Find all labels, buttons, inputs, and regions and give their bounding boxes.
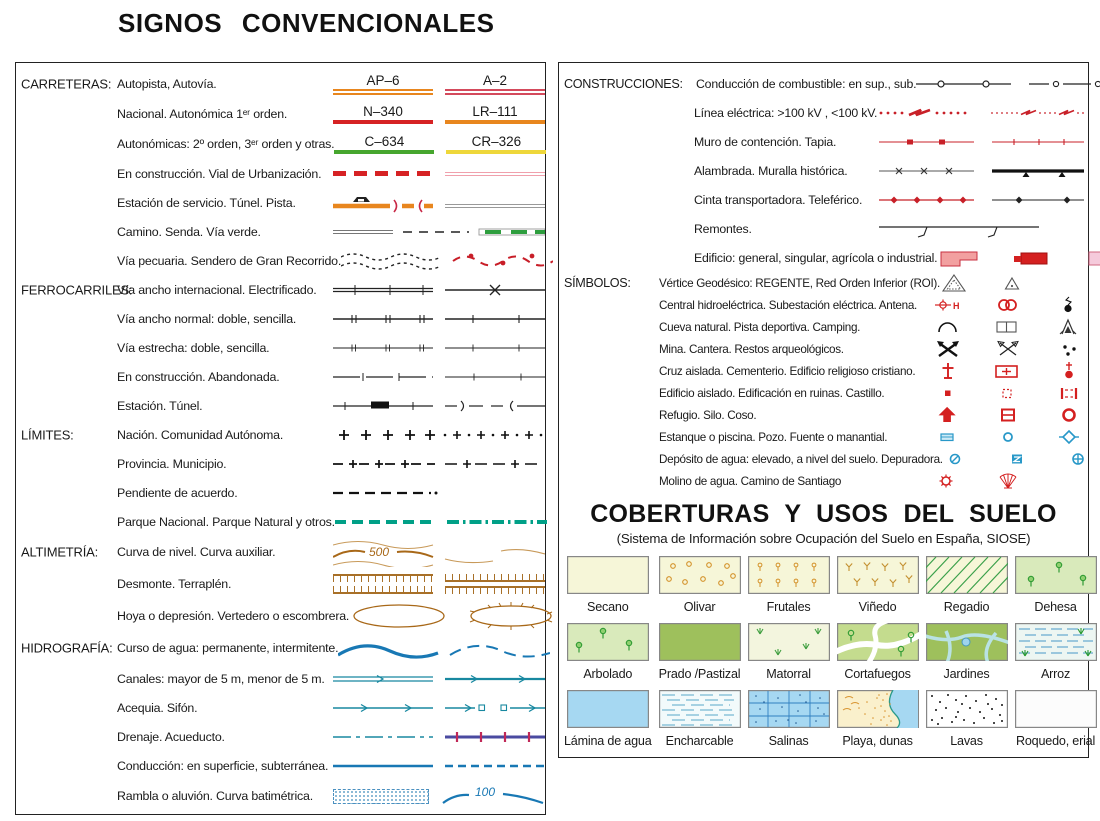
landcover-cell bbox=[748, 690, 830, 748]
landcover-label: Cortafuegos bbox=[844, 667, 911, 681]
legend-row bbox=[559, 272, 1088, 294]
vertice-geodesico-symbol bbox=[940, 272, 1090, 294]
row-label: Vía pecuaria. Sendero de Gran Recorrido. bbox=[117, 253, 342, 268]
landcover-label: Lámina de agua bbox=[564, 734, 652, 748]
landcover-swatch-playa bbox=[837, 690, 919, 728]
legend-row bbox=[16, 188, 545, 217]
row-label: Línea eléctrica: >100 kV , <100 kV. bbox=[694, 105, 878, 120]
landcover-label: Encharcable bbox=[665, 734, 734, 748]
legend-row bbox=[16, 507, 545, 536]
row-label: Cinta transportadora. Teleférico. bbox=[694, 192, 863, 207]
desmonte-terraplen-symbol bbox=[333, 574, 545, 594]
central-subestacion-antena-symbol bbox=[934, 294, 1084, 316]
landcover-swatch-cortafuegos bbox=[837, 623, 919, 661]
row-label: Pendiente de acuerdo. bbox=[117, 485, 238, 500]
row-label: Parque Nacional. Parque Natural y otros. bbox=[117, 514, 335, 529]
legend-row bbox=[16, 751, 545, 780]
conduccion-symbol bbox=[333, 753, 545, 779]
remontes-symbol bbox=[879, 216, 1084, 242]
row-label: Drenaje. Acueducto. bbox=[117, 729, 225, 744]
row-label: Muro de contención. Tapia. bbox=[694, 134, 837, 149]
landcover-cell bbox=[926, 556, 1008, 614]
landcover-cell bbox=[837, 690, 919, 748]
landcover-label: Secano bbox=[587, 600, 629, 614]
legend-row bbox=[559, 69, 1088, 98]
landcover-label: Playa, dunas bbox=[842, 734, 913, 748]
row-label: Camino. Senda. Vía verde. bbox=[117, 224, 261, 239]
legend-row bbox=[559, 294, 1088, 316]
legend-row bbox=[16, 600, 545, 632]
camino-senda-viaverde-symbol bbox=[333, 219, 545, 245]
landcover-swatch-lamina bbox=[567, 690, 649, 728]
row-label: Refugio. Silo. Coso. bbox=[659, 408, 757, 422]
landcover-swatch-arbolado bbox=[567, 623, 649, 661]
category-carreteras: CARRETERAS: bbox=[21, 76, 112, 92]
category-hidrografia: HIDROGRAFÍA: bbox=[21, 640, 113, 656]
category-limites: LÍMITES: bbox=[21, 427, 74, 442]
legend-row bbox=[16, 217, 545, 246]
alambrada-muralla-symbol bbox=[879, 158, 1084, 184]
row-label: Nacional. Autonómica 1ᵉʳ orden. bbox=[117, 107, 288, 121]
row-label: Cruz aislada. Cementerio. Edificio religioso cristiano. bbox=[659, 364, 916, 378]
landcover-cell bbox=[659, 623, 741, 681]
category-altimetria: ALTIMETRÍA: bbox=[21, 544, 99, 560]
limite-provincia-municipio-symbol bbox=[333, 451, 545, 477]
row-label: Autopista, Autovía. bbox=[117, 77, 217, 91]
landcover-swatch-prado bbox=[659, 623, 741, 661]
landcover-label: Roquedo, erial bbox=[1015, 734, 1096, 748]
cinta-teleferico-symbol bbox=[879, 187, 1084, 213]
landcover-swatch-vinedo bbox=[837, 556, 919, 594]
pendiente-acuerdo-symbol bbox=[333, 480, 545, 506]
row-label: Remontes. bbox=[694, 221, 752, 236]
legend-row bbox=[16, 449, 545, 478]
legend-row bbox=[16, 664, 545, 693]
estanque-pozo-fuente-symbol bbox=[934, 426, 1084, 448]
legend-row bbox=[16, 129, 545, 159]
row-label: Vértice Geodésico: REGENTE, Red Orden Inferior (ROI). bbox=[659, 276, 940, 290]
cueva-pista-camping-symbol bbox=[934, 316, 1084, 338]
drenaje-acueducto-symbol bbox=[333, 724, 545, 750]
ferrocarril-estrecha-symbol bbox=[333, 335, 545, 361]
legend-row bbox=[16, 99, 545, 129]
landcover-swatch-arroz bbox=[1015, 623, 1097, 661]
landcover-cell bbox=[748, 623, 830, 681]
legend-row bbox=[559, 98, 1088, 127]
autonomicas-symbol bbox=[334, 135, 546, 154]
row-label: Edificio aislado. Edificación en ruinas. Castillo. bbox=[659, 386, 885, 400]
rambla-band bbox=[333, 789, 429, 804]
landcover-label: Frutales bbox=[766, 600, 811, 614]
row-label: Estación. Túnel. bbox=[117, 398, 203, 413]
legend-row bbox=[559, 470, 1088, 492]
hoya-vertedero-symbol bbox=[349, 601, 561, 631]
landcover-label: Viñedo bbox=[858, 600, 897, 614]
row-label: Curva de nivel. Curva auxiliar. bbox=[117, 545, 276, 559]
category-construcciones: CONSTRUCCIONES: bbox=[564, 76, 683, 91]
category-simbolos: SÍMBOLOS: bbox=[564, 276, 631, 290]
via-pecuaria-gr-symbol bbox=[341, 248, 553, 274]
landcover-label: Arroz bbox=[1040, 667, 1071, 681]
row-label: Provincia. Municipio. bbox=[117, 456, 227, 471]
road-tag: AP–6 bbox=[366, 72, 400, 88]
road-tag: A–2 bbox=[482, 72, 508, 88]
row-label: Molino de agua. Camino de Santiago bbox=[659, 474, 842, 488]
linea-electrica-symbol bbox=[879, 100, 1084, 126]
row-label: Acequia. Sifón. bbox=[117, 700, 198, 715]
landcover-swatch-regadio bbox=[926, 556, 1008, 594]
legend-row bbox=[16, 391, 545, 420]
landcover-cell bbox=[659, 556, 741, 614]
legend-row bbox=[559, 338, 1088, 360]
legend-row bbox=[16, 304, 545, 333]
limite-nacion-ca-symbol bbox=[333, 422, 545, 448]
category-ferrocarriles: FERROCARRILES: bbox=[21, 282, 133, 297]
row-label: Edificio: general, singular, agrícola o industrial. bbox=[694, 250, 938, 265]
legend-row bbox=[16, 632, 545, 664]
deposito-depuradora-symbol bbox=[943, 448, 1093, 470]
edificio-symbol bbox=[937, 245, 1100, 271]
legend-row bbox=[16, 362, 545, 391]
landcover-label: Lavas bbox=[950, 734, 983, 748]
estacion-tunel-symbol bbox=[333, 393, 545, 419]
landcover-cell bbox=[564, 690, 652, 748]
landcover-swatch-matorral bbox=[748, 623, 830, 661]
curva-nivel-symbol bbox=[333, 537, 545, 567]
svg-text:H: H bbox=[953, 301, 960, 311]
landcover-cell bbox=[748, 556, 830, 614]
autopista-autovia-symbol bbox=[333, 74, 545, 95]
landcover-cell bbox=[837, 623, 919, 681]
legend-row bbox=[559, 382, 1088, 404]
estacion-servicio-tunel-pista-symbol bbox=[333, 190, 545, 216]
rambla-batimetrica-symbol bbox=[333, 781, 545, 811]
legend-row bbox=[16, 159, 545, 188]
row-label: Vía ancho normal: doble, sencilla. bbox=[117, 311, 297, 326]
landcover-label: Olivar bbox=[683, 600, 716, 614]
parque-nacional-symbol bbox=[335, 509, 547, 535]
legend-row bbox=[16, 420, 545, 449]
landcover-cell bbox=[1015, 623, 1097, 681]
legend-row bbox=[559, 316, 1088, 338]
page-title: SIGNOS CONVENCIONALES bbox=[118, 8, 495, 38]
left-legend-panel bbox=[15, 62, 546, 815]
coberturas-subtitle: (Sistema de Información sobre Ocupación del Suelo en España, SIOSE) bbox=[616, 531, 1031, 546]
row-label: Estanque o piscina. Pozo. Fuente o manantial. bbox=[659, 430, 888, 444]
landcover-cell bbox=[926, 623, 1008, 681]
aislado-ruinas-castillo-symbol bbox=[934, 382, 1084, 404]
landcover-cell bbox=[926, 690, 1008, 748]
legend-row bbox=[559, 243, 1088, 272]
legend-row bbox=[16, 69, 545, 99]
canales-symbol bbox=[333, 666, 545, 692]
landcover-cell bbox=[659, 690, 741, 748]
row-label: Autonómicas: 2º orden, 3ᵉʳ orden y otras. bbox=[117, 137, 335, 151]
road-tag: C–634 bbox=[364, 133, 405, 149]
row-label: Curso de agua: permanente, intermitente. bbox=[117, 641, 339, 655]
acequia-sifon-symbol bbox=[333, 695, 545, 721]
legend-row bbox=[559, 185, 1088, 214]
legend-row bbox=[559, 156, 1088, 185]
row-label: Nación. Comunidad Autónoma. bbox=[117, 427, 284, 442]
molino-camino-santiago-symbol bbox=[934, 470, 1084, 492]
landcover-grid bbox=[559, 556, 1096, 748]
cruz-cementerio-religioso-symbol bbox=[934, 360, 1084, 382]
landcover-cell bbox=[1015, 690, 1097, 748]
road-tag: LR–111 bbox=[472, 103, 518, 119]
landcover-swatch-dehesa bbox=[1015, 556, 1097, 594]
refugio-silo-coso-symbol bbox=[934, 404, 1084, 426]
legend-row bbox=[559, 360, 1088, 382]
landcover-cell bbox=[1015, 556, 1097, 614]
nacional-autonomica-symbol bbox=[333, 105, 545, 124]
landcover-cell bbox=[564, 623, 652, 681]
ferrocarril-construccion-abandonada-symbol bbox=[333, 364, 545, 390]
landcover-swatch-roquedo bbox=[1015, 690, 1097, 728]
road-tag: CR–326 bbox=[471, 133, 522, 149]
legend-row bbox=[16, 275, 545, 304]
row-label: Vía estrecha: doble, sencilla. bbox=[117, 340, 270, 355]
row-label: Vía ancho internacional. Electrificado. bbox=[117, 282, 317, 297]
ferrocarril-normal-symbol bbox=[333, 306, 545, 332]
landcover-label: Jardines bbox=[943, 667, 990, 681]
mina-cantera-restos-symbol bbox=[934, 338, 1084, 360]
landcover-label: Matorral bbox=[766, 667, 811, 681]
landcover-swatch-frutales bbox=[748, 556, 830, 594]
legend-row bbox=[16, 780, 545, 812]
row-label: Cueva natural. Pista deportiva. Camping. bbox=[659, 320, 861, 334]
landcover-label: Arbolado bbox=[583, 667, 633, 681]
row-label: En construcción. Abandonada. bbox=[117, 369, 280, 384]
curso-agua-symbol bbox=[338, 633, 550, 663]
legend-row bbox=[559, 127, 1088, 156]
row-label: Estación de servicio. Túnel. Pista. bbox=[117, 195, 296, 210]
landcover-cell bbox=[837, 556, 919, 614]
ferrocarril-internacional-symbol bbox=[333, 277, 545, 303]
legend-row bbox=[16, 333, 545, 362]
landcover-swatch-olivar bbox=[659, 556, 741, 594]
landcover-swatch-secano bbox=[567, 556, 649, 594]
svg-text:100: 100 bbox=[475, 785, 496, 799]
muro-tapia-symbol bbox=[879, 129, 1084, 155]
landcover-cell bbox=[564, 556, 652, 614]
landcover-swatch-encharcable bbox=[659, 690, 741, 728]
row-label: Central hidroeléctrica. Subestación eléctrica. Antena. bbox=[659, 298, 917, 312]
legend-row bbox=[559, 448, 1088, 470]
right-legend-panel bbox=[558, 62, 1096, 758]
legend-row bbox=[16, 722, 545, 751]
row-label: Desmonte. Terraplén. bbox=[117, 577, 232, 591]
landcover-label: Prado /Pastizal bbox=[658, 667, 741, 681]
legend-row bbox=[559, 426, 1088, 448]
row-label: Hoya o depresión. Vertedero o escombrera. bbox=[117, 609, 350, 623]
road-tag: N–340 bbox=[363, 103, 403, 119]
legend-row bbox=[16, 536, 545, 568]
row-label: Canales: mayor de 5 m, menor de 5 m. bbox=[117, 671, 325, 686]
en-construccion-vial-symbol bbox=[333, 171, 545, 176]
row-label: Conducción: en superficie, subterránea. bbox=[117, 758, 329, 773]
legend-row bbox=[16, 478, 545, 507]
legend-row bbox=[559, 404, 1088, 426]
row-label: Depósito de agua: elevado, a nivel del suelo. Depuradora. bbox=[659, 452, 943, 466]
landcover-label: Salinas bbox=[768, 734, 809, 748]
legend-row bbox=[559, 214, 1088, 243]
row-label: En construcción. Vial de Urbanización. bbox=[117, 166, 322, 181]
landcover-swatch-salinas bbox=[748, 690, 830, 728]
legend-row bbox=[16, 693, 545, 722]
svg-text:500: 500 bbox=[369, 545, 390, 559]
row-label: Alambrada. Muralla histórica. bbox=[694, 163, 848, 178]
row-label: Rambla o aluvión. Curva batimétrica. bbox=[117, 789, 313, 803]
landcover-label: Regadio bbox=[943, 600, 990, 614]
landcover-swatch-jardines bbox=[926, 623, 1008, 661]
landcover-label: Dehesa bbox=[1034, 600, 1077, 614]
row-label: Conducción de combustible: en sup., sub. bbox=[696, 76, 917, 91]
legend-row bbox=[16, 568, 545, 600]
landcover-swatch-lavas bbox=[926, 690, 1008, 728]
row-label: Mina. Cantera. Restos arqueológicos. bbox=[659, 342, 844, 356]
coberturas-title: COBERTURAS Y USOS DEL SUELO bbox=[590, 500, 1057, 528]
combustible-symbol bbox=[916, 71, 1100, 97]
legend-row bbox=[16, 246, 545, 275]
